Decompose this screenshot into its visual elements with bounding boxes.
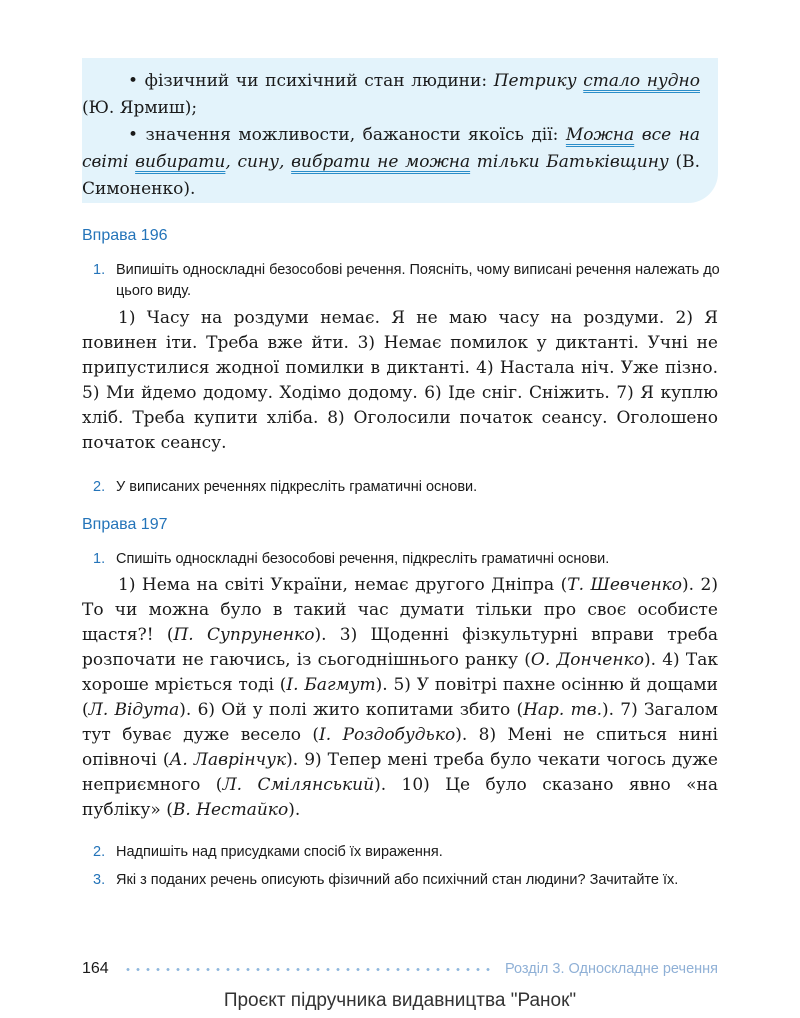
underlined-predicate: Можна <box>565 125 635 145</box>
author: В. Нестайко <box>172 800 289 820</box>
task-number: 2. <box>93 479 106 495</box>
author: І. Багмут <box>286 675 376 695</box>
task-number: 1. <box>93 551 106 567</box>
dotted-divider <box>123 968 491 971</box>
exercise-197-task-2 <box>93 842 723 863</box>
exercise-196-title: Вправа 196 <box>82 227 168 244</box>
task-text: У виписаних реченнях підкресліть граматичні основи. <box>116 479 478 495</box>
author: А. Лаврінчук <box>169 750 287 770</box>
task-number: 2. <box>93 844 106 860</box>
author: Л. Смілянський <box>222 775 375 795</box>
page-number: 164 <box>82 960 109 977</box>
exercise-197-task-1 <box>93 549 723 570</box>
task-text: Надпишіть над присудками спосіб їх вираження. <box>116 844 443 860</box>
author: Нар. тв. <box>523 700 602 720</box>
underlined-predicate: вибрати не можна <box>291 152 471 172</box>
underlined-predicate: вибирати <box>135 152 226 172</box>
exercise-197-task-3 <box>93 870 723 891</box>
author: І. Роздобудько <box>319 725 456 745</box>
task-text: Які з поданих речень описують фізичний або психічний стан людини? Зачитайте їх. <box>116 872 679 888</box>
exercise-196-text: 1) Часу на роздуми немає. Я не маю часу на роздуми. 2) Я повинен іти. Треба вже йти. 3) Немає помилок у диктанті. Учні не припустилися жодної помилки в диктанті. 4) Настала ніч. Уже пізно. 5) Ми йдемо додому. Ходімо додому. 6) Іде сніг. Сніжить. 7) Я куплю хліб. Треба купити хліба. 8) Оголосили початок сеансу. Оголошено початок сеансу. <box>82 308 718 453</box>
author: Т. Шевченко <box>567 575 683 595</box>
chapter-title: Розділ 3. Односкладне речення <box>504 961 718 977</box>
task-text: Випишіть односкладні безособові речення. Поясніть, чому виписані речення належать до цього виду. <box>116 262 720 299</box>
exercise-196-task-2 <box>93 477 723 498</box>
author: О. Донченко <box>530 650 644 670</box>
page-footer <box>82 958 718 980</box>
exercise-197-title: Вправа 197 <box>82 516 168 533</box>
author: П. Супруненко <box>173 625 315 645</box>
publisher-watermark: Проєкт підручника видавництва "Ранок" <box>223 990 577 1011</box>
exercise-197-text: 1) Нема на світі України, немає другого Дніпра (Т. Шевченко). 2) То чи можна було в такий час думати тільки про своє особисте щастя?! (П. Супруненко). 3) Щоденні фізкультурні вправи треба розпочати не гаючись, із сьогоднішнього ранку (О. Донченко). 4) Так хороше мріється тоді (І. Багмут). 5) У повітрі пахне осінню й дощами (Л. Відута). 6) Ой у полі жито копитами збито (Нар. тв.). 7) Загалом тут буває дуже весело (І. Роздобудько). 8) Мені не спиться нині опівночі (А. Лаврінчук). 9) Тепер мені треба було чекати чогось дуже неприємного (Л. Смілянський). 10) Це було сказано явно «на публіку» (В. Нестайко). <box>82 575 719 820</box>
callout-line-state: • фізичний чи психічний стан людини: Петрику стало нудно (Ю. Ярмиш); <box>82 71 700 118</box>
task-number: 1. <box>93 262 106 278</box>
rule-callout-box <box>82 58 718 203</box>
task-number: 3. <box>93 872 106 888</box>
underlined-predicate: стало нудно <box>583 71 700 91</box>
callout-line-possibility: • значення можливости, бажаности якоїсь дії: Можна все на світі вибирати, сину, вибрати не можна тільки Батьківщину (В. Симоненко). <box>82 125 700 199</box>
exercise-196-task-1 <box>93 260 723 302</box>
task-text: Спишіть односкладні безособові речення, підкресліть граматичні основи. <box>116 551 610 567</box>
author: Л. Відута <box>88 700 180 720</box>
